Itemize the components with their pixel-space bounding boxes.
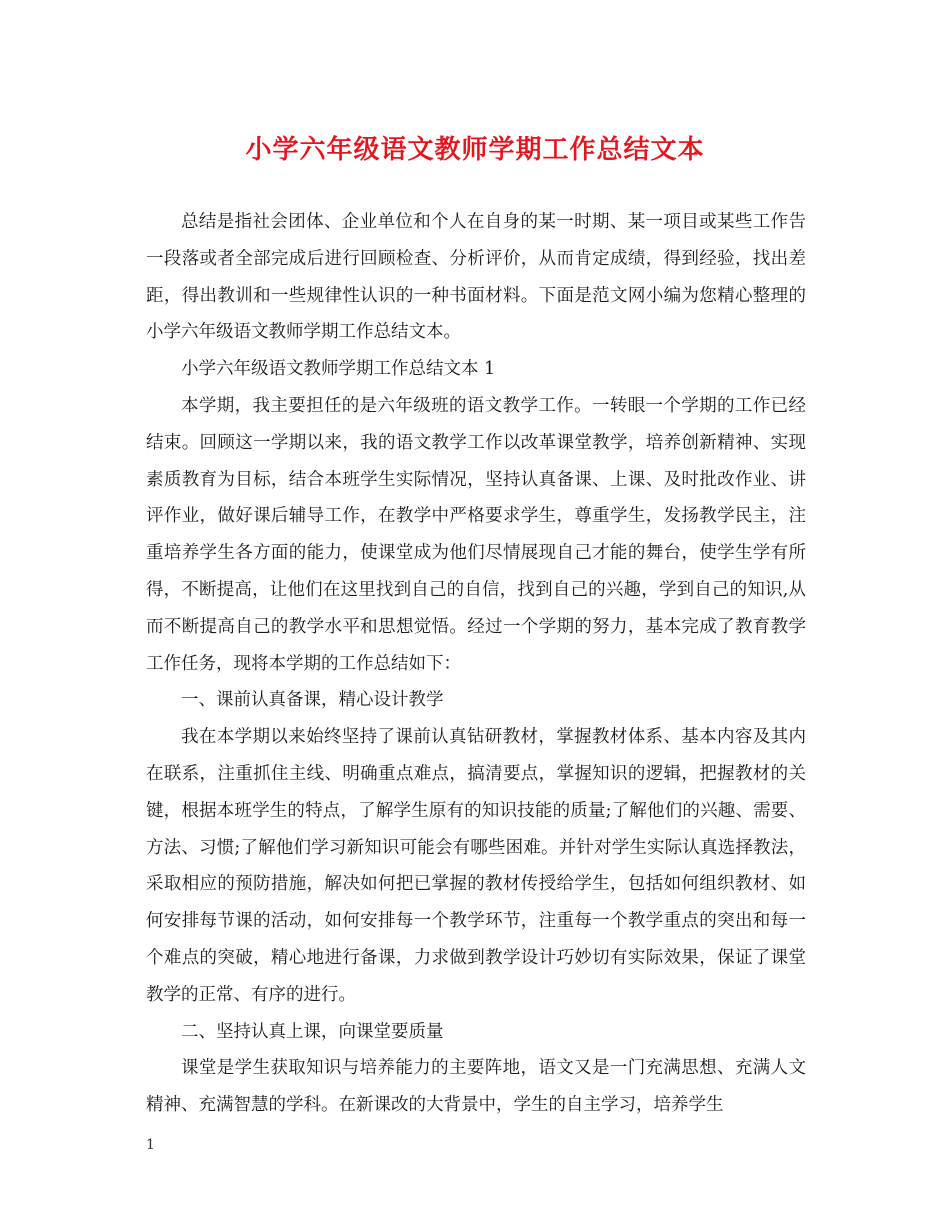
paragraph-intro: 总结是指社会团体、企业单位和个人在自身的某一时期、某一项目或某些工作告一段落或者全部完成后进行回顾检查、分析评价，从而肯定成绩，得到经验，找出差距，得出教训和一些规律性认识的一种书面材料。下面是范文网小编为您精心整理的小学六年级语文教师学期工作总结文本。 bbox=[146, 212, 806, 343]
paragraph-classroom: 课堂是学生获取知识与培养能力的主要阵地，语文又是一门充满思想、充满人文精神、充满智慧的学科。在新课改的大背景中，学生的自主学习，培养学生 bbox=[146, 1058, 806, 1116]
document-title: 小学六年级语文教师学期工作总结文本 bbox=[245, 135, 705, 165]
paragraph-overview: 本学期，我主要担任的是六年级班的语文教学工作。一转眼一个学期的工作已经结束。回顾这一学期以来，我的语文教学工作以改革课堂教学，培养创新精神、实现素质教育为目标，结合本班学生实际情况，坚持认真备课、上课、及时批改作业、讲评作业，做好课后辅导工作，在教学中严格要求学生，尊重学生，发扬教学民主，注重培养学生各方面的能力，使课堂成为他们尽情展现自己才能的舞台，使学生学有所得，不断提高，让他们在这里找到自己的自信，找到自己的兴趣，学到自己的知识,从而不断提高自己的教学水平和思想觉悟。经过一个学期的努力，基本完成了教育教学工作任务，现将本学期的工作总结如下： bbox=[146, 395, 806, 674]
subheading-classroom: 二、坚持认真上课，向课堂要质量 bbox=[181, 1021, 444, 1042]
subheading-lesson-prep: 一、课前认真备课，精心设计教学 bbox=[181, 690, 444, 711]
section-heading-text-1: 小学六年级语文教师学期工作总结文本 1 bbox=[181, 359, 496, 380]
document-body bbox=[146, 204, 806, 1124]
paragraph-lesson-prep: 我在本学期以来始终坚持了课前认真钻研教材，掌握教材体系、基本内容及其内在联系，注重抓住主线、明确重点难点，搞清要点，掌握知识的逻辑，把握教材的关键，根据本班学生的特点，了解学生原有的知识技能的质量;了解他们的兴趣、需要、方法、习惯;了解他们学习新知识可能会有哪些困难。并针对学生实际认真选择教法，采取相应的预防措施，解决如何把已掌握的教材传授给学生，包括如何组织教材、如何安排每节课的活动，如何安排每一个教学环节，注重每一个教学重点的突出和每一个难点的突破，精心地进行备课，力求做到教学设计巧妙切有实际效果，保证了课堂教学的正常、有序的进行。 bbox=[146, 727, 806, 1005]
page-number: 1 bbox=[146, 1137, 155, 1153]
